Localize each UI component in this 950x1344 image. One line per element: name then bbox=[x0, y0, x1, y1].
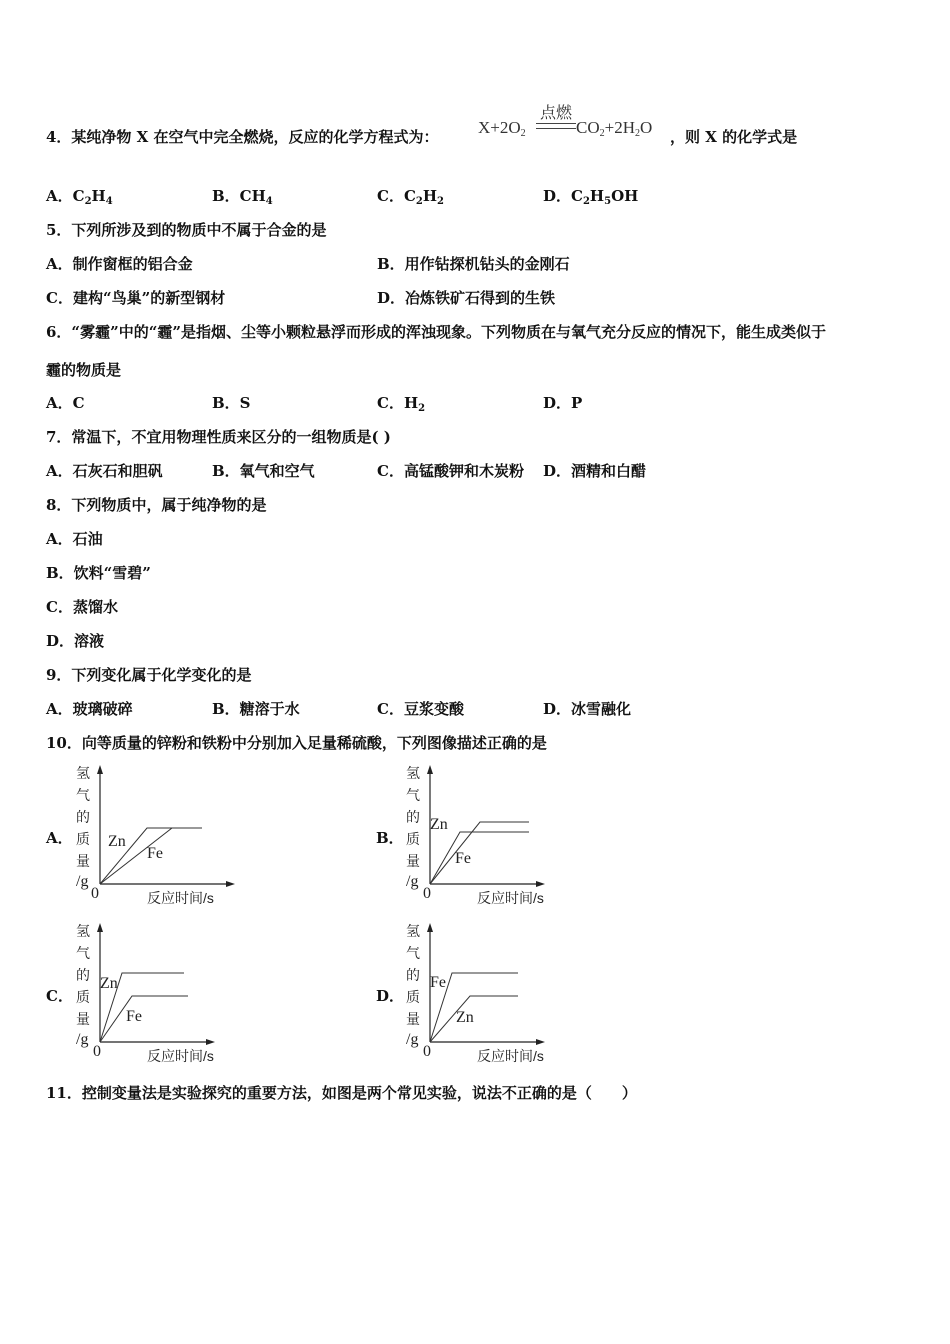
q6-c-label: C．H bbox=[377, 394, 419, 412]
graph-c-yunit: /g bbox=[76, 1031, 89, 1048]
q4-a-label: A．C bbox=[46, 187, 85, 205]
graph-a-ylabel-3: 的 bbox=[76, 809, 90, 825]
graph-c-y-arrow bbox=[97, 923, 103, 932]
q5-option-c[interactable]: C．建构“鸟巢”的新型钢材 bbox=[46, 289, 226, 307]
graph-d-fe-label: Fe bbox=[430, 974, 446, 991]
q4-option-c[interactable] bbox=[377, 186, 444, 212]
q10-graph-a[interactable] bbox=[40, 760, 240, 910]
graph-c-ylabel-2: 气 bbox=[76, 945, 90, 961]
q4-d-label: D．C bbox=[543, 187, 583, 205]
graph-c-ylabel-3: 的 bbox=[76, 967, 90, 983]
graph-d-zn-label: Zn bbox=[456, 1009, 474, 1026]
eq-left-sub: 2 bbox=[520, 128, 526, 139]
q6-stem-line2: 霾的物质是 bbox=[46, 361, 122, 379]
graph-b-x-arrow bbox=[536, 881, 545, 887]
graph-d-ylabel-1: 氢 bbox=[406, 923, 420, 939]
graph-d-ylabel-2: 气 bbox=[406, 945, 420, 961]
q4-stem bbox=[46, 127, 439, 147]
graph-a-origin: 0 bbox=[91, 885, 99, 902]
graph-a-ylabel-4: 质 bbox=[76, 831, 90, 847]
graph-d-y-arrow bbox=[427, 923, 433, 932]
eq-left-text: X+2O bbox=[478, 118, 521, 137]
q4-option-d[interactable] bbox=[543, 186, 638, 212]
q4-a-sub2: 4 bbox=[105, 196, 113, 207]
graph-b-fe-label: Fe bbox=[455, 850, 471, 867]
q5-option-a[interactable]: A．制作窗框的铝合金 bbox=[46, 255, 193, 273]
eq-right-co: CO bbox=[576, 118, 600, 137]
graph-b-ylabel-4: 质 bbox=[406, 831, 420, 847]
q10-graph-c[interactable] bbox=[40, 918, 240, 1068]
graph-c-ylabel-4: 质 bbox=[76, 989, 90, 1005]
q4-d-mid: H bbox=[589, 187, 605, 205]
q10-graph-d[interactable] bbox=[370, 918, 570, 1068]
eq-right-o: O bbox=[640, 118, 653, 137]
graph-c-option-label: C． bbox=[46, 987, 73, 1005]
q7-option-c[interactable]: C．高锰酸钾和木炭粉 bbox=[377, 462, 524, 480]
graph-a-xlabel: 反应时间/s bbox=[147, 890, 214, 906]
q7-stem: 7．常温下，不宜用物理性质来区分的一组物质是( ) bbox=[46, 428, 391, 446]
q9-option-c[interactable]: C．豆浆变酸 bbox=[377, 700, 464, 718]
graph-c-ylabel-5: 量 bbox=[76, 1011, 90, 1027]
eq-right-h: +2H bbox=[604, 118, 635, 137]
graph-b-zn-line bbox=[430, 832, 529, 884]
q9-option-b[interactable]: B．糖溶于水 bbox=[212, 700, 300, 718]
q6-option-a[interactable]: A．C bbox=[46, 394, 85, 412]
q10-stem: 10．向等质量的锌粉和铁粉中分别加入足量稀硫酸，下列图像描述正确的是 bbox=[46, 734, 547, 752]
graph-b-option-label: B． bbox=[376, 829, 404, 847]
eq-right-co-sub: 2 bbox=[599, 128, 605, 139]
graph-b-ylabel-1: 氢 bbox=[406, 765, 420, 781]
eq-left bbox=[478, 118, 526, 139]
graph-d-yunit: /g bbox=[406, 1031, 419, 1048]
q4-b-label: B．CH bbox=[212, 187, 266, 205]
graph-a-ylabel-5: 量 bbox=[76, 853, 90, 869]
eq-right bbox=[576, 118, 652, 139]
graph-a-option-label: A． bbox=[46, 829, 73, 847]
graph-b-ylabel-5: 量 bbox=[406, 853, 420, 869]
q6-option-d[interactable]: D．P bbox=[543, 394, 583, 412]
graph-b-ylabel-2: 气 bbox=[406, 787, 420, 803]
q4-b-sub1: 4 bbox=[265, 196, 273, 207]
q9-option-a[interactable]: A．玻璃破碎 bbox=[46, 700, 133, 718]
graph-c-zn-label: Zn bbox=[100, 975, 118, 992]
q4-option-b[interactable] bbox=[212, 186, 273, 212]
q4-c-sub1: 2 bbox=[415, 196, 423, 207]
graph-d-xlabel: 反应时间/s bbox=[477, 1048, 544, 1064]
q4-c-sub2: 2 bbox=[437, 196, 445, 207]
q4-d-sub1: 2 bbox=[582, 196, 590, 207]
q4-c-label: C．C bbox=[377, 187, 416, 205]
q6-option-c[interactable] bbox=[377, 393, 425, 419]
graph-d-ylabel-4: 质 bbox=[406, 989, 420, 1005]
graph-c-xlabel: 反应时间/s bbox=[147, 1048, 214, 1064]
q4-d-sub2: 5 bbox=[604, 196, 612, 207]
graph-a-y-arrow bbox=[97, 765, 103, 774]
q8-option-d[interactable]: D．溶液 bbox=[46, 632, 105, 650]
q11-stem: 11．控制变量法是实验探究的重要方法，如图是两个常见实验，说法不正确的是（ ） bbox=[46, 1084, 637, 1102]
q8-option-b[interactable]: B．饮料“雪碧” bbox=[46, 564, 151, 582]
q4-d-tail: OH bbox=[611, 187, 639, 205]
graph-b-zn-label: Zn bbox=[430, 816, 448, 833]
graph-a-ylabel-1: 氢 bbox=[76, 765, 90, 781]
q5-option-d[interactable]: D．冶炼铁矿石得到的生铁 bbox=[377, 289, 556, 307]
q9-stem: 9．下列变化属于化学变化的是 bbox=[46, 666, 252, 684]
q6-c-sub: 2 bbox=[418, 403, 426, 414]
graph-b-ylabel-3: 的 bbox=[406, 809, 420, 825]
chemical-equation bbox=[478, 100, 688, 150]
q4-option-a[interactable] bbox=[46, 186, 113, 212]
q5-stem: 5．下列所涉及到的物质中不属于合金的是 bbox=[46, 221, 327, 239]
graph-d-option-label: D． bbox=[376, 987, 405, 1005]
graph-a-zn-label: Zn bbox=[108, 833, 126, 850]
graph-c-ylabel-1: 氢 bbox=[76, 923, 90, 939]
eq-right-h-sub: 2 bbox=[635, 128, 640, 139]
q4-a-sub1: 2 bbox=[84, 196, 92, 207]
graph-b-xlabel: 反应时间/s bbox=[477, 890, 544, 906]
graph-a-x-arrow bbox=[226, 881, 235, 887]
eq-condition: 点燃 bbox=[540, 103, 573, 122]
graph-a-yunit: /g bbox=[76, 873, 89, 890]
q6-stem-line1: 6．“雾霾”中的“霾”是指烟、尘等小颗粒悬浮而形成的浑浊现象。下列物质在与氧气充分反应的情况下，能生成类似于 bbox=[46, 323, 826, 341]
q5-option-b[interactable]: B．用作钻探机钻头的金刚石 bbox=[377, 255, 570, 273]
q4-c-mid: H bbox=[422, 187, 438, 205]
q8-option-c[interactable]: C．蒸馏水 bbox=[46, 598, 118, 616]
graph-b-yunit: /g bbox=[406, 873, 419, 890]
q4-stem-post: ，则 X 的化学式是 bbox=[670, 128, 798, 146]
q7-option-d[interactable]: D．酒精和白醋 bbox=[543, 462, 647, 480]
graph-d-origin: 0 bbox=[423, 1043, 431, 1060]
graph-a-fe-label: Fe bbox=[147, 845, 163, 862]
q7-option-a[interactable]: A．石灰石和胆矾 bbox=[46, 462, 163, 480]
graph-d-zn-line bbox=[430, 996, 518, 1042]
q8-option-a[interactable]: A．石油 bbox=[46, 530, 103, 548]
graph-d-ylabel-3: 的 bbox=[406, 967, 420, 983]
q6-option-b[interactable]: B．S bbox=[212, 394, 251, 412]
graph-d-x-arrow bbox=[536, 1039, 545, 1045]
graph-b-y-arrow bbox=[427, 765, 433, 774]
graph-c-origin: 0 bbox=[93, 1043, 101, 1060]
graph-b-origin: 0 bbox=[423, 885, 431, 902]
q8-stem: 8．下列物质中，属于纯净物的是 bbox=[46, 496, 267, 514]
graph-d-ylabel-5: 量 bbox=[406, 1011, 420, 1027]
q10-graph-b[interactable] bbox=[370, 760, 570, 910]
graph-a-ylabel-2: 气 bbox=[76, 787, 90, 803]
q7-option-b[interactable]: B．氧气和空气 bbox=[212, 462, 315, 480]
eq-arrow bbox=[536, 123, 576, 129]
graph-c-fe-label: Fe bbox=[126, 1008, 142, 1025]
graph-c-fe-line bbox=[100, 996, 188, 1042]
graph-c-x-arrow bbox=[206, 1039, 215, 1045]
q9-option-d[interactable]: D．冰雪融化 bbox=[543, 700, 632, 718]
q4-stem-pre: 4．某纯净物 X 在空气中完全燃烧，反应的化学方程式为： bbox=[46, 128, 439, 146]
q4-a-mid: H bbox=[91, 187, 106, 205]
